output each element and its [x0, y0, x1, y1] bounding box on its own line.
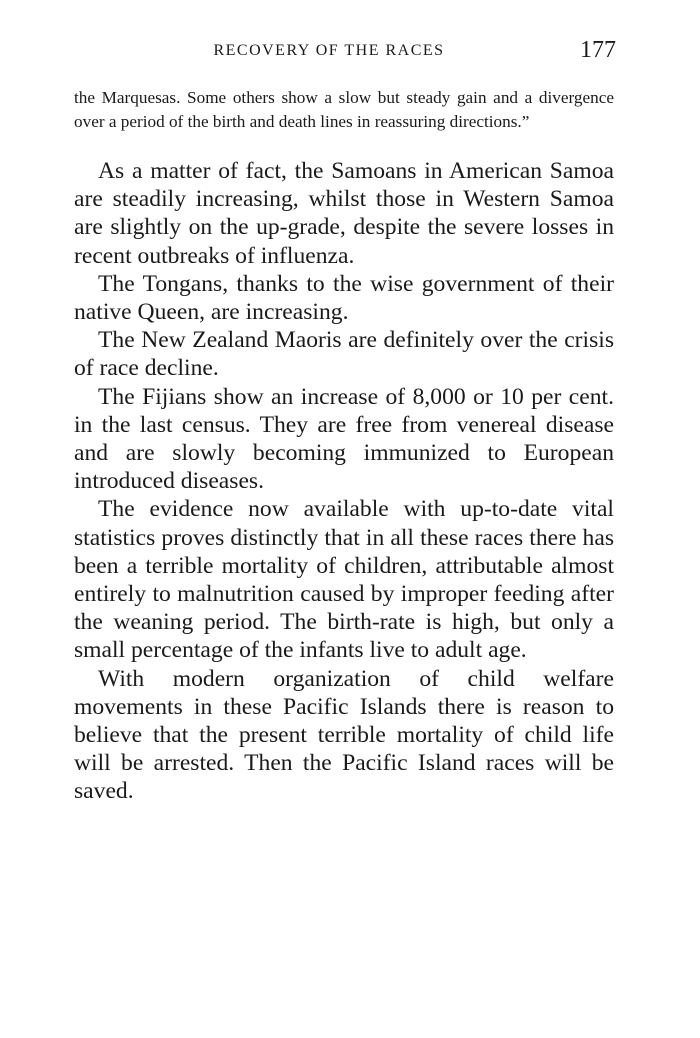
- quotation-continuation: the Marquesas. Some others show a slow but steady gain and a divergence over a period of the birth and death lines in reassuring directions.”: [74, 88, 614, 131]
- paragraph-tonga: The Tongans, thanks to the wise government of their native Queen, are increasing.: [74, 270, 614, 326]
- book-page: [74, 37, 616, 806]
- paragraph-maori: The New Zealand Maoris are definitely over the crisis of race decline.: [74, 327, 614, 382]
- running-head: [74, 37, 616, 74]
- paragraph-child-welfare: With modern organization of child welfare movements in these Pacific Islands there is reason to believe that the present terrible mortality of child life will be arrested. Then the Pacific Island races will be saved.: [74, 665, 614, 805]
- body-text: [74, 157, 614, 806]
- page-number: 177: [580, 37, 616, 63]
- paragraph-fiji: The Fijians show an increase of 8,000 or 10 per cent. in the last census. They are free from venereal disease and are slowly becoming immunized to European introduced diseases.: [74, 383, 614, 495]
- running-title: RECOVERY OF THE RACES: [213, 42, 445, 59]
- paragraph-evidence: The evidence now available with up-to-date vital statistics proves distinctly that in all these races there has been a terrible mortality of children, attributable almost entirely to malnutrition caused by improper feeding after the weaning period. The birth-rate is high, but only a small percentage of the infants live to adult age.: [74, 496, 614, 664]
- paragraph-samoa: As a matter of fact, the Samoans in American Samoa are steadily increasing, whilst those in Western Samoa are slightly on the up-grade, despite the severe losses in recent outbreaks of influenza.: [74, 158, 614, 269]
